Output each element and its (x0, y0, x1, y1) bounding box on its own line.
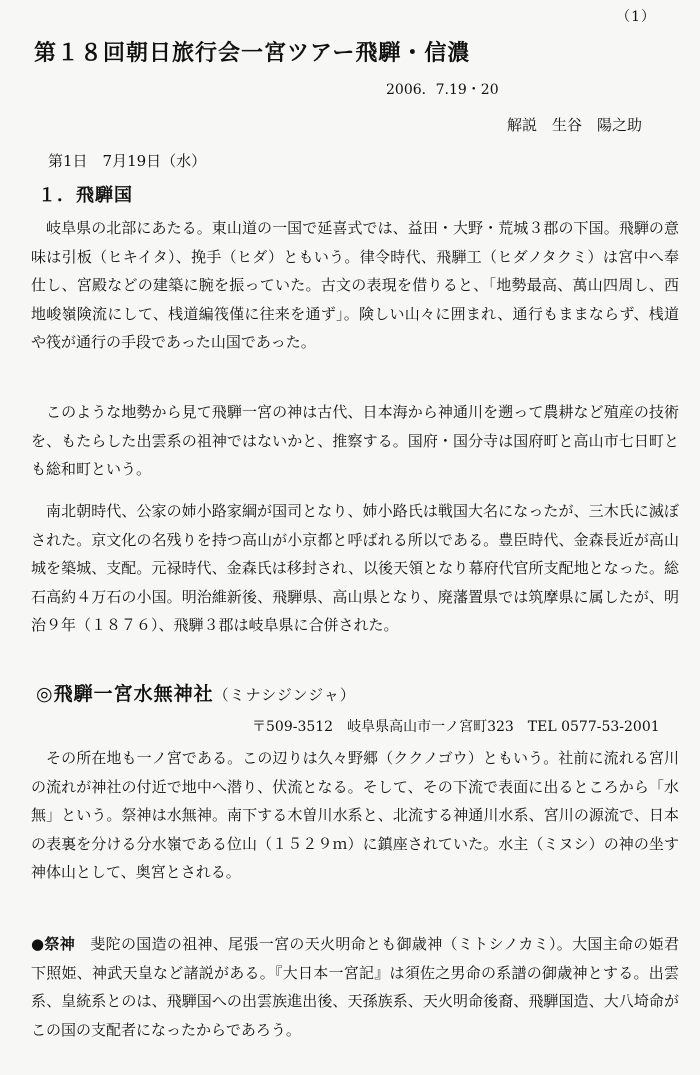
section-heading-minashi-shrine (36, 679, 356, 706)
deity-text: 斐陀の国造の祖神、尾張一宮の天火明命とも御歳神（ミトシノカミ）。大国主命の姫君下照姫、神武天皇など諸説がある。『大日本一宮記』は須佐之男命の系譜の御歳神とする。出雲系、皇統系とのは、飛騨国への出雲族進出後、天孫族系、天火明命後裔、飛騨国造、大八埼命がこの国の支配者になったからであろう。 (31, 935, 679, 1039)
paragraph-shrine-location: その所在地も一ノ宮である。この辺りは久々野郷（ククノゴウ）ともいう。社前に流れる宮川の流れが神社の付近で地中へ潜り、伏流となる。そして、その下流で表面に出るところから「水無」という。祭神は水無神。南下する木曽川水系と、北流する神通川水系、宮川の源流で、日本の表裏を分ける分水嶺である位山（１５２９ｍ）に鎮座されていた。水主（ミヌシ）の神の坐す神体山として、奥宮とされる。 (31, 749, 679, 881)
paragraph-hida-history: 南北朝時代、公家の姉小路家綱が国司となり、姉小路氏は戦国大名になったが、三木氏に滅ぼされた。京文化の名残りを持つ高山が小京都と呼ばれる所以である。豊臣時代、金森長近が高山城を築城、支配。元禄時代、金森氏は移封され、以後天領となり幕府代官所支配地となった。総石高約４万石の小国。明治維新後、飛騨県、高山県となり、廃藩置県では筑摩県に属したが、明治９年（１８７６）、飛騨３郡は岐阜県に合併された。 (31, 502, 679, 634)
page-number: （1） (616, 9, 656, 25)
paragraph-shrine-deity (31, 930, 679, 1044)
shrine-name: ◎飛騨一宮水無神社 (36, 683, 214, 705)
author-line: 解説 生谷 陽之助 (507, 116, 643, 134)
shrine-address: 〒509-3512 岐阜県高山市一ノ宮町323 TEL 0577-53-2001 (252, 719, 660, 735)
document-title: 第１８回朝日旅行会一宮ツアー飛騨・信濃 (34, 40, 471, 66)
section-heading-hida: １．飛騨国 (38, 185, 133, 206)
shrine-reading: （ミナシジンジャ） (213, 686, 356, 704)
paragraph-hida-overview: 岐阜県の北部にあたる。東山道の一国で延喜式では、益田・大野・荒城３郡の下国。飛騨の意味は引板（ヒキイタ）、挽手（ヒダ）ともいう。律令時代、飛騨工（ヒダノタクミ）は宮中へ奉仕し、宮殿などの建築に腕を振っていた。古文の表現を借りると、「地勢最高、萬山四周し、西地峻嶺険流にして、桟道編筏僅に往来を通ず」。険しい山々に囲まれ、通行もままならず、桟道や筏が通行の手段であった山国であった。 (31, 219, 679, 351)
deity-label: ●祭神 (31, 935, 76, 953)
tour-date: 2006．7.19・20 (386, 82, 499, 98)
paragraph-hida-deity: このような地勢から見て飛騨一宮の神は古代、日本海から神通川を遡って農耕など殖産の技術を、もたらした出雲系の祖神ではないかと、推察する。国府・国分寺は国府町と高山市七日町とも総和町という。 (31, 403, 679, 478)
day-label: 第1日 7月19日（水） (48, 152, 207, 170)
